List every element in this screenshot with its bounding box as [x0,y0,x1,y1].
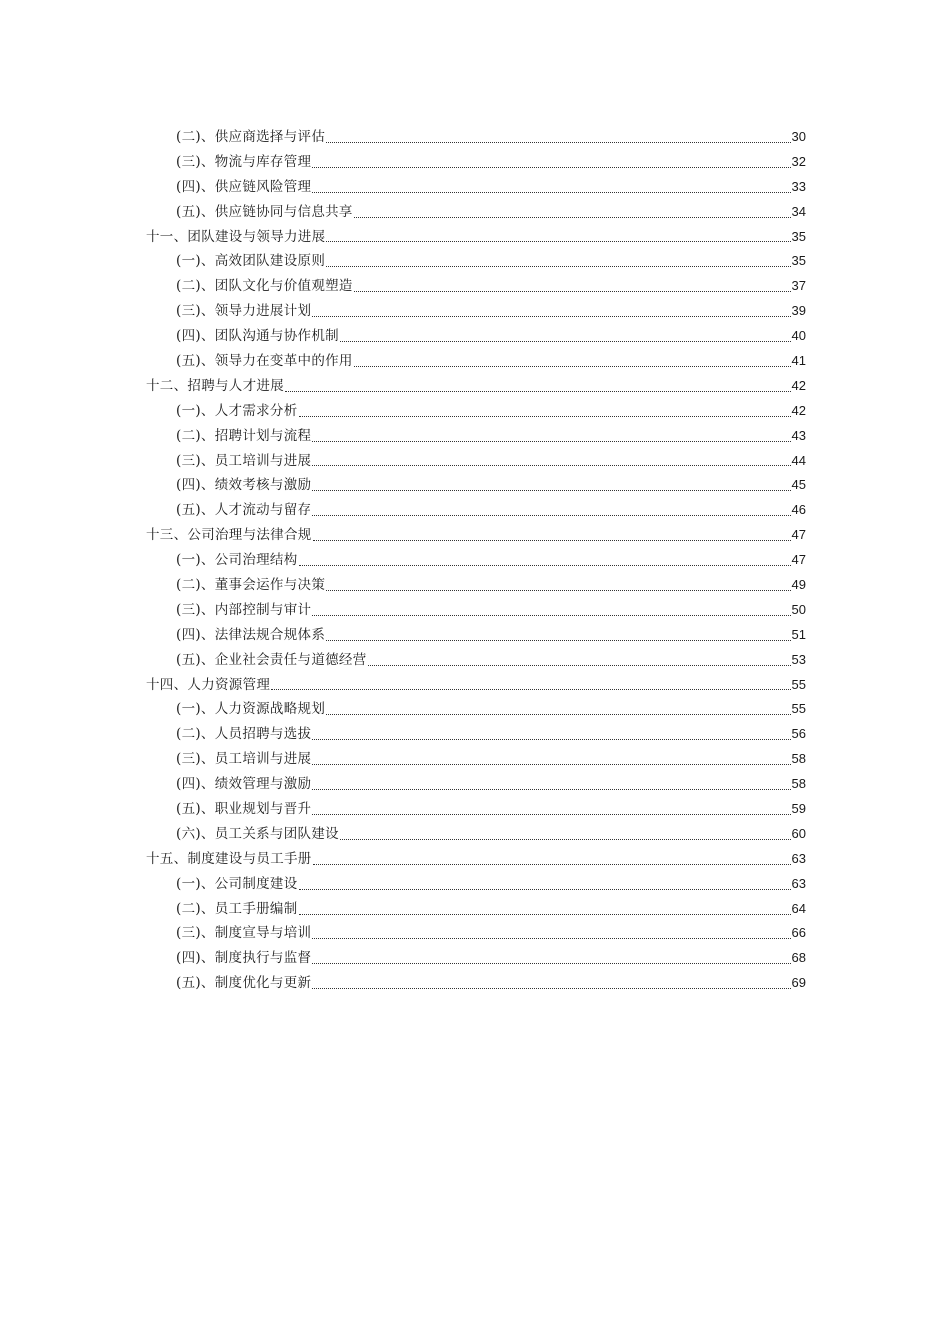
toc-entry-title: (六)、员工关系与团队建设 [176,825,339,842]
toc-entry-title: (二)、董事会运作与决策 [176,577,326,594]
toc-dot-leader [312,465,790,466]
toc-entry-title: (三)、内部控制与审计 [176,601,312,618]
toc-page-number: 51 [791,626,806,642]
toc-dot-leader [312,615,790,616]
toc-chapter-entry[interactable] [146,673,806,698]
toc-section-entry[interactable] [146,922,806,947]
toc-page-number: 33 [791,178,806,194]
toc-dot-leader [326,241,790,242]
toc-dot-leader [326,590,790,591]
toc-entry-title: (四)、制度执行与监督 [176,950,312,967]
toc-entry-title: (五)、制度优化与更新 [176,975,312,992]
toc-entry-title: (五)、职业规划与晋升 [176,801,312,818]
toc-section-entry[interactable] [146,175,806,200]
toc-dot-leader [312,490,790,491]
toc-dot-leader [312,963,790,964]
toc-dot-leader [354,291,791,292]
toc-entry-title: (四)、团队沟通与协作机制 [176,328,339,345]
toc-entry-title: (四)、供应链风险管理 [176,178,312,195]
toc-dot-leader [326,640,790,641]
toc-entry-title: 十一、团队建设与领导力进展 [146,228,326,245]
toc-dot-leader [313,540,791,541]
toc-page-number: 50 [791,601,806,617]
toc-page-number: 58 [791,776,806,792]
toc-entry-title: (二)、供应商选择与评估 [176,128,326,145]
toc-page-number: 49 [791,577,806,593]
toc-page-number: 47 [791,552,806,568]
toc-chapter-entry[interactable] [146,225,806,250]
toc-section-entry[interactable] [146,498,806,523]
toc-section-entry[interactable] [146,274,806,299]
toc-dot-leader [313,864,791,865]
toc-dot-leader [312,938,790,939]
toc-page-number: 32 [791,153,806,169]
toc-dot-leader [312,988,790,989]
toc-entry-title: (一)、公司制度建设 [176,875,298,892]
toc-page-number: 66 [791,925,806,941]
toc-dot-leader [312,814,790,815]
toc-page-number: 56 [791,726,806,742]
toc-section-entry[interactable] [146,573,806,598]
toc-dot-leader [326,714,790,715]
toc-section-entry[interactable] [146,424,806,449]
toc-entry-title: (四)、绩效考核与激励 [176,477,312,494]
toc-dot-leader [326,266,790,267]
toc-section-entry[interactable] [146,349,806,374]
toc-entry-title: (三)、领导力进展计划 [176,303,312,320]
toc-dot-leader [299,565,791,566]
toc-entry-title: 十二、招聘与人才进展 [146,377,284,394]
toc-dot-leader [368,665,791,666]
toc-page-number: 58 [791,751,806,767]
toc-section-entry[interactable] [146,598,806,623]
toc-entry-title: 十五、制度建设与员工手册 [146,850,312,867]
toc-page-number: 39 [791,303,806,319]
toc-dot-leader [340,839,791,840]
toc-page-number: 63 [791,875,806,891]
toc-page-number: 47 [791,527,806,543]
toc-page-number: 55 [791,676,806,692]
toc-page-number: 60 [791,825,806,841]
toc-entry-title: (二)、员工手册编制 [176,900,298,917]
toc-page-number: 44 [791,452,806,468]
toc-section-entry[interactable] [146,623,806,648]
toc-dot-leader [354,217,791,218]
toc-dot-leader [354,366,791,367]
toc-dot-leader [312,515,790,516]
toc-page-number: 69 [791,975,806,991]
toc-entry-title: (四)、绩效管理与激励 [176,776,312,793]
toc-section-entry[interactable] [146,150,806,175]
toc-page-number: 55 [791,701,806,717]
toc-entry-title: (五)、领导力在变革中的作用 [176,353,353,369]
toc-dot-leader [299,416,791,417]
toc-section-entry[interactable] [146,648,806,673]
toc-section-entry[interactable] [146,125,806,150]
toc-page-number: 37 [791,278,806,294]
toc-entry-title: (四)、法律法规合规体系 [176,626,326,643]
toc-section-entry[interactable] [146,399,806,424]
toc-section-entry[interactable] [146,946,806,971]
toc-section-entry[interactable] [146,772,806,797]
toc-dot-leader [340,341,791,342]
toc-section-entry[interactable] [146,872,806,897]
toc-entry-title: (一)、人力资源战略规划 [176,701,326,718]
toc-page-number: 43 [791,427,806,443]
toc-entry-title: (一)、人才需求分析 [176,402,298,419]
toc-page-number: 42 [791,377,806,393]
toc-page-number: 42 [791,402,806,418]
toc-section-entry[interactable] [146,697,806,722]
toc-dot-leader [299,914,791,915]
toc-section-entry[interactable] [146,722,806,747]
table-of-contents [146,125,806,996]
toc-entry-title: (一)、高效团队建设原则 [176,253,326,270]
toc-section-entry[interactable] [146,797,806,822]
toc-entry-title: 十四、人力资源管理 [146,676,271,693]
toc-section-entry[interactable] [146,249,806,274]
toc-dot-leader [312,316,790,317]
toc-entry-title: (一)、公司治理结构 [176,552,298,569]
toc-section-entry[interactable] [146,449,806,474]
toc-page-number: 63 [791,850,806,866]
toc-page-number: 34 [791,203,806,219]
toc-page-number: 35 [791,228,806,244]
toc-page-number: 53 [791,651,806,667]
toc-page-number: 30 [791,128,806,144]
toc-section-entry[interactable] [146,548,806,573]
toc-section-entry[interactable] [146,747,806,772]
toc-dot-leader [271,689,790,690]
toc-dot-leader [312,789,790,790]
toc-dot-leader [299,889,791,890]
toc-page-number: 40 [791,328,806,344]
toc-entry-title: (五)、企业社会责任与道德经营 [176,651,367,668]
toc-entry-title: (二)、招聘计划与流程 [176,427,312,444]
toc-dot-leader [312,441,790,442]
toc-section-entry[interactable] [146,822,806,847]
toc-entry-title: (五)、供应链协同与信息共享 [176,203,353,220]
toc-dot-leader [312,739,790,740]
toc-page-number: 35 [791,253,806,269]
toc-dot-leader [285,391,791,392]
toc-page-number: 59 [791,801,806,817]
toc-page-number: 41 [791,353,806,368]
toc-section-entry[interactable] [146,473,806,498]
toc-section-entry[interactable] [146,897,806,922]
toc-entry-title: (三)、制度宣导与培训 [176,925,312,942]
toc-entry-title: (三)、员工培训与进展 [176,751,312,768]
toc-page-number: 64 [791,900,806,916]
toc-section-entry[interactable] [146,200,806,225]
toc-chapter-entry[interactable] [146,523,806,548]
toc-page-number: 68 [791,950,806,966]
toc-chapter-entry[interactable] [146,847,806,872]
toc-dot-leader [312,167,790,168]
toc-dot-leader [312,764,790,765]
toc-entry-title: (五)、人才流动与留存 [176,502,312,519]
toc-entry-title: (三)、物流与库存管理 [176,153,312,170]
toc-dot-leader [312,192,790,193]
toc-section-entry[interactable] [146,971,806,996]
toc-page-number: 45 [791,477,806,493]
toc-page-number: 46 [791,502,806,518]
toc-entry-title: (二)、团队文化与价值观塑造 [176,278,353,295]
toc-section-entry[interactable] [146,324,806,349]
toc-section-entry[interactable] [146,299,806,324]
toc-chapter-entry[interactable] [146,374,806,399]
toc-entry-title: 十三、公司治理与法律合规 [146,527,312,544]
toc-dot-leader [326,142,790,143]
toc-entry-title: (三)、员工培训与进展 [176,452,312,469]
toc-entry-title: (二)、人员招聘与选拔 [176,726,312,743]
